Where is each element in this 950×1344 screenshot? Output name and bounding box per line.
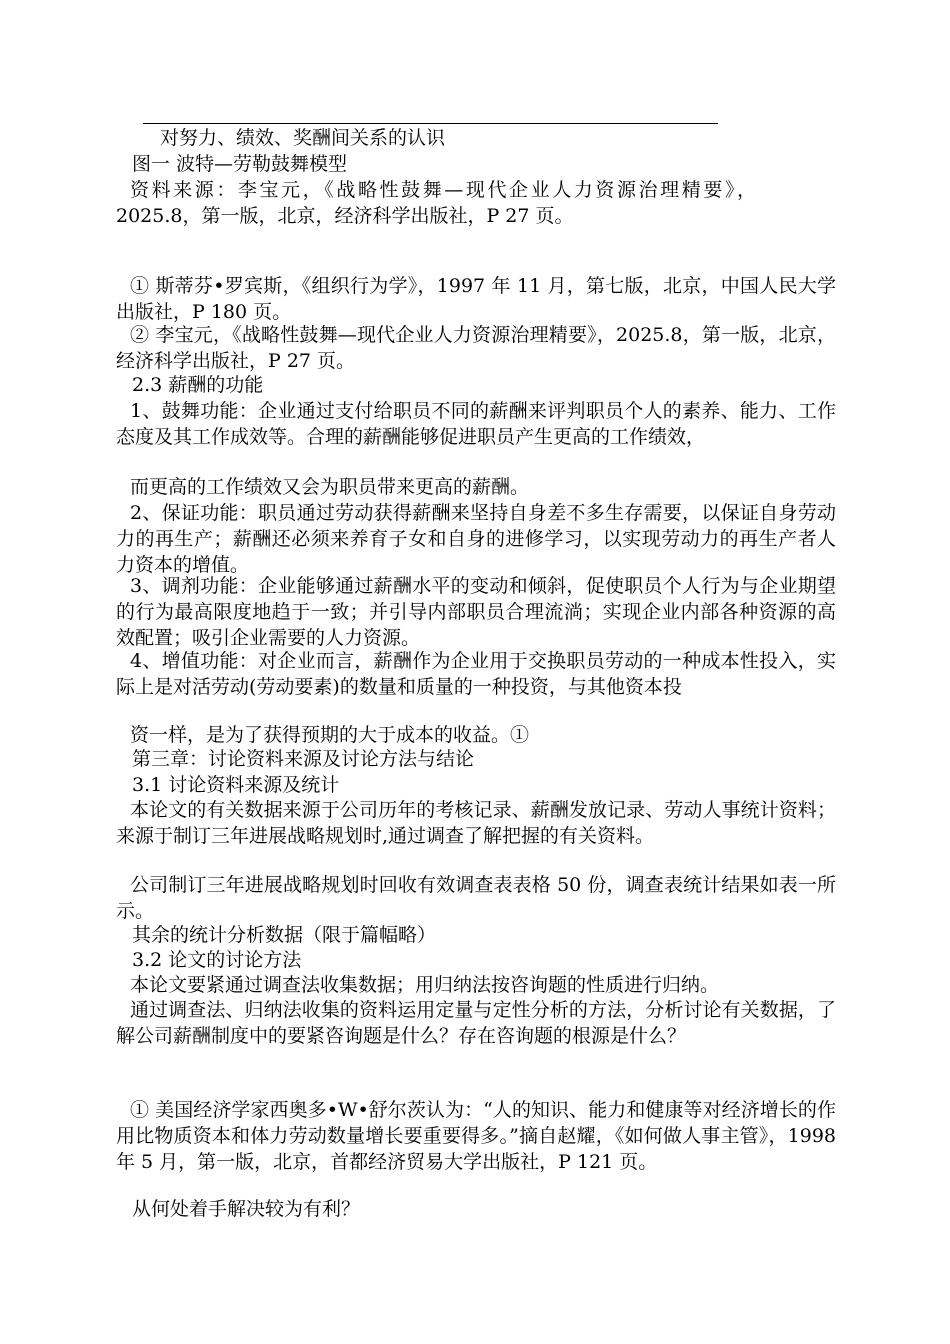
function-3-paragraph: 3、调剂功能：企业能够通过薪酬水平的变动和倾斜，促使职员个人行为与企业期望的行为最高限度地趋于一致；并引导内部职员合理流淌；实现企业内部各种资源的高效配置；吸引企业需要的人力资源。 [116,575,836,649]
closing-question: 从何处着手解决较为有利？ [132,1198,361,1220]
function-2-paragraph: 2、保证功能：职员通过劳动获得薪酬来坚持自身差不多生存需要，以保证自身劳动力的再生产；薪酬还必须来养育子女和自身的进修学习，以实现劳动力的再生产者人力资本的增值。 [116,502,836,576]
section-heading-2-3: 2.3 薪酬的功能 [132,374,264,396]
function-4-paragraph: 4、增值功能：对企业而言，薪酬作为企业用于交换职员劳动的一种成本性投入，实际上是对活劳动(劳动要素)的数量和质量的一种投资，与其他资本投 [116,650,836,698]
section-heading-3-2: 3.2 论文的讨论方法 [132,949,302,971]
section-heading-3-1: 3.1 讨论资料来源及统计 [132,774,340,796]
function-1-paragraph: 1、鼓舞功能：企业通过支付给职员不同的薪酬来评判职员个人的素养、能力、工作态度及其工作成效等。合理的薪酬能够促进职员产生更高的工作绩效， [116,400,836,448]
figure-caption-label: 图一 波特—劳勒鼓舞模型 [132,153,348,175]
horizontal-rule [143,123,718,124]
function-1-continued: 而更高的工作绩效又会为职员带来更高的薪酬。 [130,476,530,498]
section-3-1-paragraph-1: 本论文的有关数据来源于公司历年的考核记录、薪酬发放记录、劳动人事统计资料；来源于制订三年进展战略规划时,通过调查了解把握的有关资料。 [116,799,836,847]
section-3-1-paragraph-2: 公司制订三年进展战略规划时回收有效调查表表格 50 份，调查表统计结果如表一所示。 [116,874,836,922]
footnote-1: ① 斯蒂芬•罗宾斯，《组织行为学》，1997 年 11 月，第七版，北京，中国人民大学出版社，P 180 页。 [116,275,836,323]
footnote-3: ① 美国经济学家西奥多•W•舒尔茨认为：“人的知识、能力和健康等对经济增长的作用比物质资本和体力劳动数量增长要重要得多。”摘自赵耀，《如何做人事主管》，1998 年 5 月，第一版，北京，首都经济贸易大学出版社，P 121 页。 [116,1099,836,1173]
figure-caption-title: 对努力、绩效、奖酬间关系的认识 [160,127,446,149]
chapter-3-title: 第三章：讨论资料来源及讨论方法与结论 [132,748,475,770]
footnote-2: ② 李宝元，《战略性鼓舞—现代企业人力资源治理精要》，2025.8，第一版，北京，经济科学出版社，P 27 页。 [116,324,836,372]
section-3-1-paragraph-3: 其余的统计分析数据（限于篇幅略） [132,924,437,946]
section-3-2-paragraph-1: 本论文要紧通过调查法收集数据；用归纳法按咨询题的性质进行归纳。 [130,974,720,996]
section-3-2-paragraph-2: 通过调查法、归纳法收集的资料运用定量与定性分析的方法，分析讨论有关数据，了解公司薪酬制度中的要紧咨询题是什么？存在咨询题的根源是什么？ [116,999,836,1047]
figure-source: 资料来源：李宝元，《战略性鼓舞—现代企业人力资源治理精要》，2025.8，第一版，北京，经济科学出版社，P 27 页。 [116,179,756,227]
function-4-continued: 资一样，是为了获得预期的大于成本的收益。① [130,724,530,746]
